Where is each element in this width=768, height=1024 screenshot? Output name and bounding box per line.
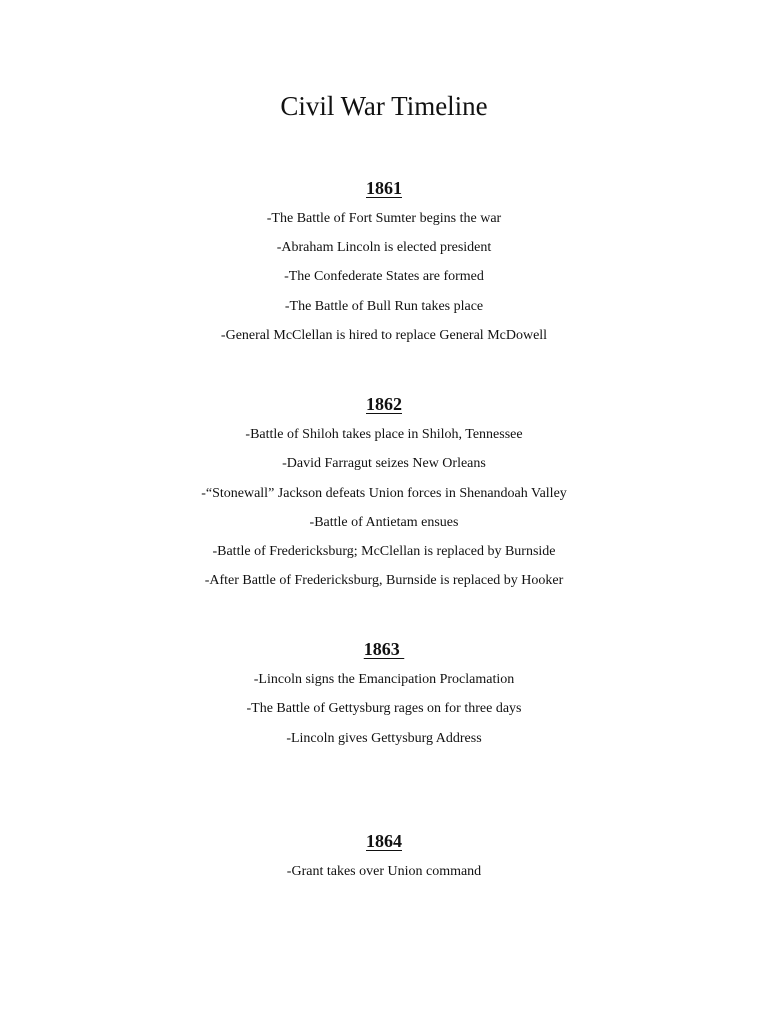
- timeline-event: -Grant takes over Union command: [286, 864, 482, 879]
- timeline-event: -The Battle of Gettysburg rages on for three days: [246, 701, 522, 716]
- timeline-event: -David Farragut seizes New Orleans: [282, 456, 486, 471]
- timeline-event: -Battle of Fredericksburg; McClellan is replaced by Burnside: [212, 544, 556, 559]
- timeline-event: -“Stonewall” Jackson defeats Union forces in Shenandoah Valley: [201, 486, 567, 501]
- timeline-event: -The Battle of Fort Sumter begins the war: [266, 211, 502, 226]
- timeline-event: -The Confederate States are formed: [284, 269, 484, 284]
- timeline-event: -Battle of Antietam ensues: [309, 515, 459, 530]
- timeline-event: -After Battle of Fredericksburg, Burnside is replaced by Hooker: [204, 573, 564, 588]
- timeline-event: -General McClellan is hired to replace General McDowell: [220, 328, 548, 343]
- timeline-event: -Abraham Lincoln is elected president: [276, 240, 492, 255]
- timeline-event: -Battle of Shiloh takes place in Shiloh, Tennessee: [245, 427, 523, 442]
- page-title: Civil War Timeline: [280, 91, 488, 121]
- year-heading-1863: 1863: [363, 639, 405, 659]
- timeline-event: -Lincoln signs the Emancipation Proclamation: [253, 672, 515, 687]
- year-heading-1862: 1862: [366, 394, 402, 414]
- timeline-event: -Lincoln gives Gettysburg Address: [286, 731, 482, 746]
- year-heading-1861: 1861: [366, 178, 402, 198]
- year-heading-1864: 1864: [366, 831, 402, 851]
- timeline-event: -The Battle of Bull Run takes place: [284, 299, 484, 314]
